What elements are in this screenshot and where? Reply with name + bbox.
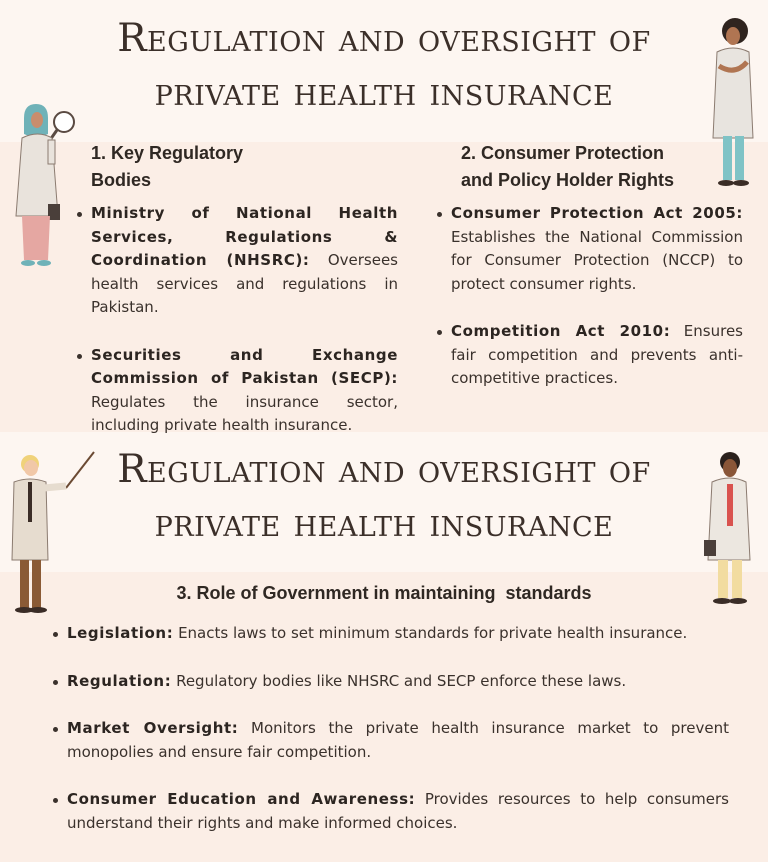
section2-list	[451, 202, 743, 391]
section3-list	[67, 622, 729, 835]
male-doctor-icon	[700, 450, 762, 610]
page-title-bottom-line2: private health insurance	[154, 501, 614, 546]
page-title-top-line2: private health insurance	[154, 70, 614, 115]
list-item: Securities and Exchange Commission of Pakistan (SECP): Regulates the insurance sector, including private health insurance.	[91, 344, 398, 438]
man-with-pointer-icon	[4, 448, 96, 618]
list-item: Consumer Protection Act 2005: Establishes the National Commission for Consumer Protection (NCCP) to protect consumer rights.	[451, 202, 743, 296]
list-item: Ministry of National Health Services, Regulations & Coordination (NHSRC): Oversees health services and regulations in Pakistan.	[91, 202, 398, 320]
section3-heading: 3. Role of Government in maintaining standards	[176, 583, 592, 603]
female-doctor-icon	[705, 16, 761, 190]
section1-list	[91, 202, 398, 438]
page-title-bottom-line1: Regulation and oversight of	[117, 447, 651, 492]
woman-with-magnifier-icon	[8, 100, 80, 272]
list-item: Competition Act 2010: Ensures fair competition and prevents anti-competitive practices.	[451, 320, 743, 391]
list-item: Market Oversight: Monitors the private health insurance market to prevent monopolies and ensure fair competition.	[67, 717, 729, 764]
list-item: Consumer Education and Awareness: Provides resources to help consumers understand their rights and make informed choices.	[67, 788, 729, 835]
page-title-bottom	[0, 443, 768, 551]
section2-heading: 2. Consumer Protection and Policy Holder Rights	[461, 143, 675, 190]
page-title-top-line1: Regulation and oversight of	[117, 16, 651, 61]
section1-heading: 1. Key Regulatory Bodies	[91, 143, 244, 190]
list-item: Legislation: Enacts laws to set minimum standards for private health insurance.	[67, 622, 729, 646]
list-item: Regulation: Regulatory bodies like NHSRC and SECP enforce these laws.	[67, 670, 729, 694]
page-title-top	[0, 12, 768, 120]
